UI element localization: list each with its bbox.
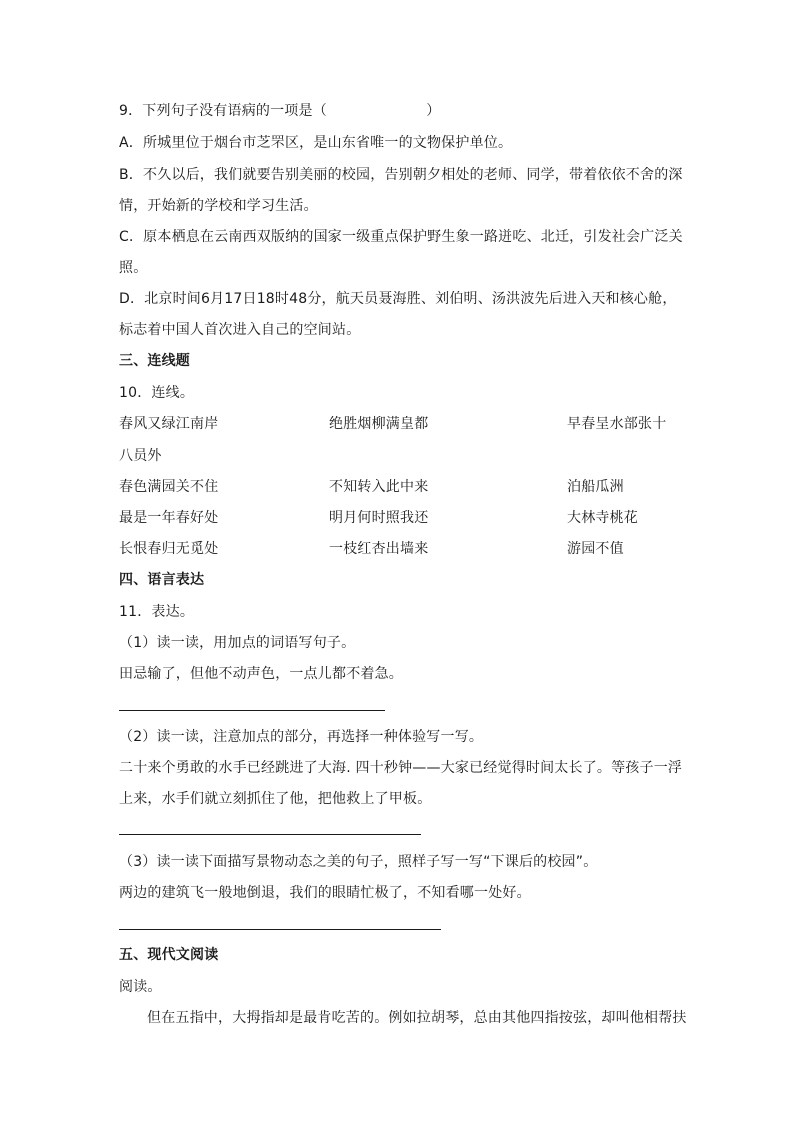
q11-part2-text-line2: 上来，水手们就立刻抓住了他，把他救上了甲板。 (119, 791, 432, 807)
q10-stem: 10．连线。 (119, 385, 195, 401)
reading-paragraph: 但在五指中，大拇指却是最肯吃苦的。例如拉胡琴，总由其他四指按弦，却叫他相帮扶 (147, 1010, 687, 1026)
match-cell: 早春呈水部张十 (567, 416, 667, 432)
q9-option-b-line1: B．不久以后，我们就要告别美丽的校园，告别朝夕相处的老师、同学，带着依依不舍的深 (119, 167, 683, 183)
q11-part2-prompt: （2）读一读，注意加点的部分，再选择一种体验写一写。 (119, 729, 484, 745)
match-cell: 不知转入此中来 (329, 479, 429, 495)
q9-option-c-line1: C．原本栖息在云南西双版纳的国家一级重点保护野生象一路迸吃、北迁，引发社会广泛关 (119, 229, 683, 245)
q11-part1-text: 田忌输了，但他不动声色，一点儿都不着急。 (119, 666, 403, 682)
section-5-title: 五、现代文阅读 (119, 947, 219, 963)
q11-part3-prompt: （3）读一读下面描写景物动态之美的句子，照样子写一写“下课后的校园”。 (119, 854, 598, 870)
q9-option-d-line1: D．北京时间6月17日18时48分，航天员聂海胜、刘伯明、汤洪波先后进入天和核心舱， (119, 291, 677, 307)
q9-option-b-line2: 情，开始新的学校和学习生活。 (119, 198, 318, 214)
answer-line-3[interactable] (119, 929, 441, 930)
q9-option-a: A．所城里位于烟台市芝罘区，是山东省唯一的文物保护单位。 (119, 135, 513, 151)
q11-part3-text: 两边的建筑飞一般地倒退，我们的眼睛忙极了，不知看哪一处好。 (119, 885, 531, 901)
match-cell: 春风又绿江南岸 (119, 416, 219, 432)
match-cell: 长恨春归无觅处 (119, 541, 219, 557)
match-cell: 游园不值 (567, 541, 624, 557)
answer-line-2[interactable] (119, 834, 421, 835)
answer-line-1[interactable] (119, 710, 385, 711)
q11-stem: 11．表达。 (119, 604, 195, 620)
match-cell: 春色满园关不住 (119, 479, 219, 495)
q9-option-d-line2: 标志着中国人首次进入自己的空间站。 (119, 322, 361, 338)
q9-option-c-line2: 照。 (119, 260, 148, 276)
q11-part2-text-line1: 二十来个勇敢的水手已经跳进了大海. 四十秒钟——大家已经觉得时间太长了。等孩子一浮 (119, 760, 683, 776)
match-cell: 明月何时照我还 (329, 510, 429, 526)
q9-stem: 9．下列句子没有语病的一项是（ ） (119, 103, 441, 119)
match-cell: 最是一年春好处 (119, 510, 219, 526)
match-cell: 绝胜烟柳满皇都 (329, 416, 429, 432)
match-cell: 大林寺桃花 (567, 510, 638, 526)
q11-part1-prompt: （1）读一读，用加点的词语写句子。 (119, 635, 356, 651)
match-cell: 泊船瓜洲 (567, 479, 624, 495)
match-cell: 一枝红杏出墙来 (329, 541, 429, 557)
match-cell: 八员外 (119, 448, 162, 464)
reading-intro: 阅读。 (119, 979, 162, 995)
section-4-title: 四、语言表达 (119, 572, 205, 588)
section-3-title: 三、连线题 (119, 353, 190, 369)
